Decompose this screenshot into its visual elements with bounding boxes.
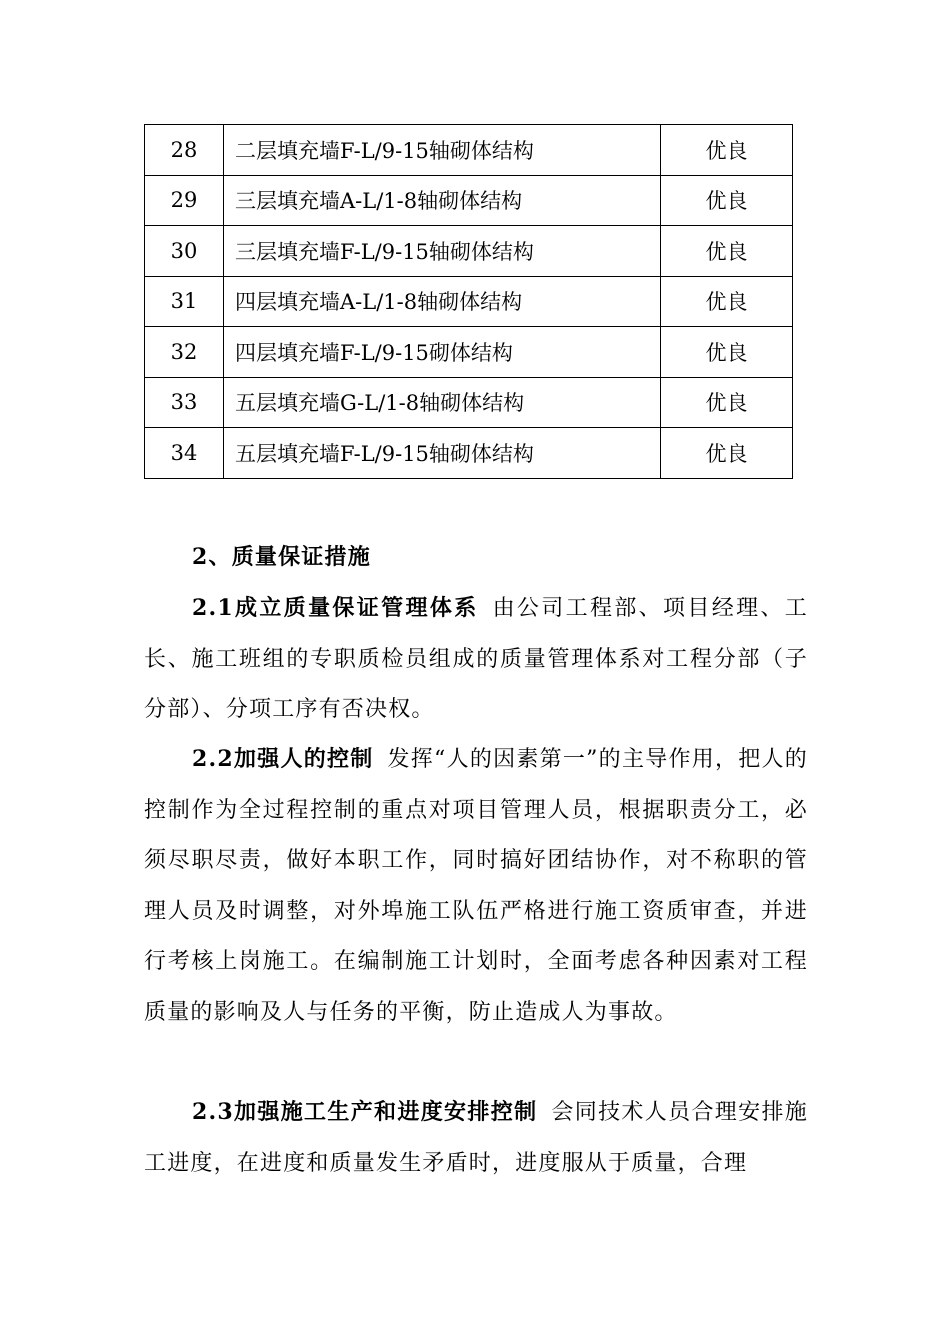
paragraph-lead: 2.3加强施工生产和进度安排控制: [192, 1099, 538, 1125]
paragraph-personnel-control: [144, 734, 808, 1038]
table-row: [145, 226, 793, 277]
row-grade: 优良: [661, 125, 793, 176]
row-number: 28: [145, 125, 224, 176]
row-grade: 优良: [661, 175, 793, 226]
row-grade: 优良: [661, 226, 793, 277]
row-item: 五层填充墙F-L/9-15轴砌体结构: [224, 428, 661, 479]
row-item: 三层填充墙A-L/1-8轴砌体结构: [224, 175, 661, 226]
row-item: 三层填充墙F-L/9-15轴砌体结构: [224, 226, 661, 277]
table-row: [145, 327, 793, 378]
row-item: 五层填充墙G-L/1-8轴砌体结构: [224, 377, 661, 428]
table-row: [145, 175, 793, 226]
row-number: 31: [145, 276, 224, 327]
table-row: [145, 276, 793, 327]
table-row: [145, 377, 793, 428]
row-number: 29: [145, 175, 224, 226]
paragraph-schedule-control: [144, 1087, 808, 1189]
table-row: [145, 428, 793, 479]
paragraph-body: 由公司工程部、项目经理、工长、施工班组的专职质检员组成的质量管理体系对工程分部（子分部）、分项工序有否决权。: [144, 596, 808, 722]
row-item: 四层填充墙A-L/1-8轴砌体结构: [224, 276, 661, 327]
row-grade: 优良: [661, 327, 793, 378]
row-grade: 优良: [661, 276, 793, 327]
row-grade: 优良: [661, 428, 793, 479]
row-item: 二层填充墙F-L/9-15轴砌体结构: [224, 125, 661, 176]
paragraph-lead: 2.2加强人的控制: [192, 746, 374, 772]
paragraph-lead: 2.1成立质量保证管理体系: [192, 595, 479, 621]
row-number: 33: [145, 377, 224, 428]
row-number: 30: [145, 226, 224, 277]
quality-evaluation-table: [144, 124, 793, 479]
section-heading: 2、质量保证措施: [192, 544, 371, 570]
table-row: [145, 125, 793, 176]
row-number: 32: [145, 327, 224, 378]
paragraph-body: 发挥“人的因素第一”的主导作用，把人的控制作为全过程控制的重点对项目管理人员，根据职责分工，必须尽职尽责，做好本职工作，同时搞好团结协作，对不称职的管理人员及时调整，对外埠施工队伍严格进行施工资质审查，并进行考核上岗施工。在编制施工计划时，全面考虑各种因素对工程质量的影响及人与任务的平衡，防止造成人为事故。: [144, 747, 808, 1025]
paragraph-management-system: [144, 583, 808, 736]
row-item: 四层填充墙F-L/9-15砌体结构: [224, 327, 661, 378]
row-number: 34: [145, 428, 224, 479]
row-grade: 优良: [661, 377, 793, 428]
paragraph-body: 会同技术人员合理安排施工进度，在进度和质量发生矛盾时，进度服从于质量，合理: [144, 1100, 809, 1176]
